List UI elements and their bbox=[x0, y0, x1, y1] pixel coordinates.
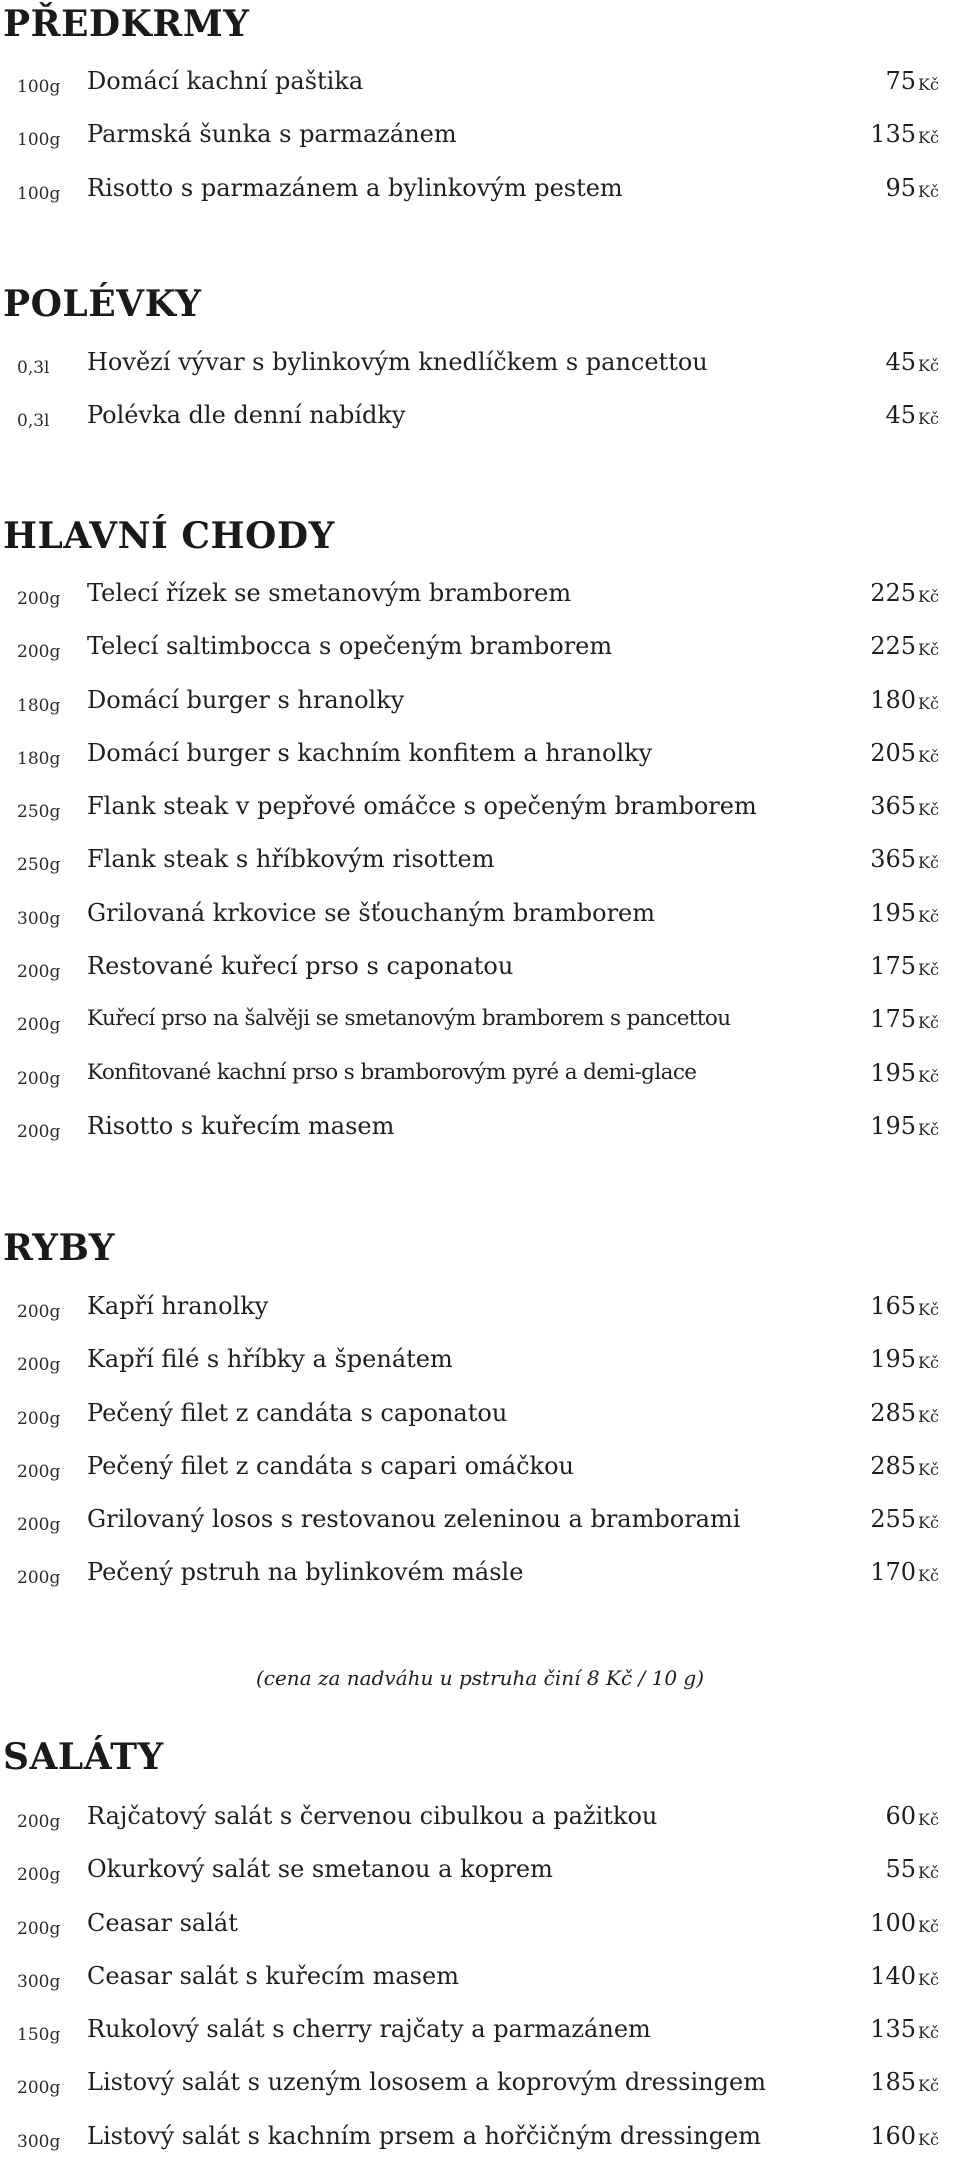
item-price: 180 bbox=[870, 685, 916, 714]
menu-item bbox=[0, 994, 960, 1047]
item-name: Pečený filet z candáta s capari omáčkou bbox=[87, 1451, 575, 1480]
item-currency: Kč bbox=[918, 800, 939, 820]
item-currency: Kč bbox=[918, 1459, 939, 1479]
item-weight: 300g bbox=[17, 908, 61, 929]
menu-item bbox=[0, 2004, 960, 2057]
item-currency: Kč bbox=[918, 356, 939, 375]
item-price: 140 bbox=[870, 1961, 916, 1990]
item-price: 175 bbox=[870, 1005, 916, 1034]
item-name: Flank steak s hříbkovým risottem bbox=[87, 845, 495, 874]
item-weight: 250g bbox=[17, 855, 61, 876]
item-currency: Kč bbox=[918, 128, 939, 148]
item-name: Domácí kachní paštika bbox=[87, 67, 364, 95]
item-name: Ceasar salát bbox=[87, 1908, 238, 1937]
item-currency: Kč bbox=[918, 587, 939, 606]
item-price: 135 bbox=[870, 2015, 916, 2044]
menu-item bbox=[0, 781, 960, 834]
menu-item bbox=[0, 621, 960, 674]
item-weight: 300g bbox=[17, 2131, 61, 2152]
menu-item bbox=[0, 390, 960, 443]
item-price: 160 bbox=[870, 2121, 916, 2150]
item-weight: 200g bbox=[17, 1355, 61, 1376]
item-name: Pečený pstruh na bylinkovém másle bbox=[87, 1558, 524, 1587]
menu-item bbox=[0, 1388, 960, 1441]
item-weight: 200g bbox=[17, 962, 61, 983]
item-weight: 200g bbox=[17, 1865, 61, 1886]
item-price: 45 bbox=[885, 401, 916, 430]
item-currency: Kč bbox=[918, 1300, 939, 1319]
item-currency: Kč bbox=[918, 960, 939, 980]
menu-item bbox=[0, 56, 960, 109]
section-title: SALÁTY bbox=[3, 1736, 164, 1778]
item-weight: 180g bbox=[17, 748, 61, 769]
menu-item bbox=[0, 163, 960, 216]
item-currency: Kč bbox=[918, 1406, 939, 1426]
menu-item bbox=[0, 888, 960, 941]
section-title: HLAVNÍ CHODY bbox=[3, 515, 335, 557]
item-currency: Kč bbox=[918, 1119, 939, 1139]
menu-list bbox=[0, 1791, 960, 2164]
item-weight: 200g bbox=[17, 1461, 61, 1482]
menu-item bbox=[0, 1334, 960, 1387]
item-currency: Kč bbox=[918, 1013, 939, 1033]
item-currency: Kč bbox=[918, 640, 939, 660]
item-name: Risotto s parmazánem a bylinkovým pestem bbox=[87, 173, 623, 202]
item-weight: 180g bbox=[17, 695, 61, 716]
item-name: Telecí řízek se smetanovým bramborem bbox=[87, 579, 572, 607]
menu-item bbox=[0, 1281, 960, 1334]
item-name: Hovězí vývar s bylinkovým knedlíčkem s pancettou bbox=[87, 348, 708, 376]
menu-item bbox=[0, 1441, 960, 1494]
item-weight: 200g bbox=[17, 1812, 61, 1832]
item-weight: 200g bbox=[17, 1121, 61, 1142]
menu-list bbox=[0, 56, 960, 216]
menu-item bbox=[0, 728, 960, 781]
menu-item bbox=[0, 1494, 960, 1547]
item-name: Domácí burger s kachním konfitem a hranolky bbox=[87, 738, 653, 767]
item-name: Kuřecí prso na šalvěji se smetanovým bramborem s pancettou bbox=[87, 1006, 731, 1032]
menu-item bbox=[0, 2057, 960, 2110]
item-name: Ceasar salát s kuřecím masem bbox=[87, 1961, 459, 1990]
item-name: Okurkový salát se smetanou a koprem bbox=[87, 1855, 553, 1884]
item-currency: Kč bbox=[918, 1566, 939, 1586]
item-name: Rukolový salát s cherry rajčaty a parmazánem bbox=[87, 2015, 651, 2044]
item-price: 205 bbox=[870, 738, 916, 767]
item-name: Flank steak v pepřové omáčce s opečeným bramborem bbox=[87, 792, 757, 821]
item-weight: 200g bbox=[17, 642, 61, 663]
item-name: Konfitované kachní prso s bramborovým pyré a demi-glace bbox=[87, 1059, 697, 1085]
item-currency: Kč bbox=[918, 746, 939, 766]
item-weight: 200g bbox=[17, 1918, 61, 1939]
item-weight: 100g bbox=[17, 77, 61, 97]
menu-item bbox=[0, 1101, 960, 1154]
item-currency: Kč bbox=[918, 2023, 939, 2043]
menu-item bbox=[0, 337, 960, 390]
item-name: Pečený filet z candáta s caponatou bbox=[87, 1398, 508, 1427]
item-name: Risotto s kuřecím masem bbox=[87, 1111, 395, 1140]
menu-item bbox=[0, 2111, 960, 2164]
menu-item bbox=[0, 941, 960, 994]
item-currency: Kč bbox=[918, 1066, 939, 1086]
menu-item bbox=[0, 568, 960, 621]
item-weight: 100g bbox=[17, 183, 61, 204]
item-price: 195 bbox=[870, 1111, 916, 1140]
item-price: 225 bbox=[870, 579, 916, 607]
item-name: Telecí saltimbocca s opečeným bramborem bbox=[87, 632, 613, 661]
item-currency: Kč bbox=[918, 1969, 939, 1989]
item-price: 225 bbox=[870, 632, 916, 661]
item-price: 195 bbox=[870, 1058, 916, 1087]
item-currency: Kč bbox=[918, 409, 939, 429]
item-name: Domácí burger s hranolky bbox=[87, 685, 405, 714]
menu-item bbox=[0, 1898, 960, 1951]
item-price: 170 bbox=[870, 1558, 916, 1587]
item-name: Restované kuřecí prso s caponatou bbox=[87, 952, 514, 981]
item-weight: 150g bbox=[17, 2025, 61, 2046]
item-weight: 0,3l bbox=[17, 411, 50, 432]
item-weight: 250g bbox=[17, 802, 61, 823]
item-currency: Kč bbox=[918, 853, 939, 873]
menu-item bbox=[0, 1547, 960, 1600]
item-price: 285 bbox=[870, 1398, 916, 1427]
item-currency: Kč bbox=[918, 1810, 939, 1829]
item-price: 60 bbox=[885, 1802, 916, 1830]
item-weight: 200g bbox=[17, 1568, 61, 1589]
menu-item bbox=[0, 109, 960, 162]
item-price: 95 bbox=[885, 173, 916, 202]
section-title: POLÉVKY bbox=[3, 283, 202, 325]
item-name: Listový salát s uzeným lososem a koprovým dressingem bbox=[87, 2068, 766, 2097]
item-price: 185 bbox=[870, 2068, 916, 2097]
item-price: 365 bbox=[870, 845, 916, 874]
menu-list bbox=[0, 568, 960, 1154]
item-currency: Kč bbox=[918, 75, 939, 94]
item-price: 365 bbox=[870, 792, 916, 821]
item-weight: 100g bbox=[17, 130, 61, 151]
item-name: Kapří hranolky bbox=[87, 1292, 269, 1320]
item-weight: 200g bbox=[17, 1015, 61, 1036]
item-weight: 200g bbox=[17, 589, 61, 609]
item-weight: 200g bbox=[17, 1068, 61, 1089]
item-currency: Kč bbox=[918, 181, 939, 201]
item-currency: Kč bbox=[918, 1513, 939, 1533]
item-price: 195 bbox=[870, 1345, 916, 1374]
item-name: Grilovaná krkovice se šťouchaným bramborem bbox=[87, 898, 655, 927]
item-price: 45 bbox=[885, 348, 916, 376]
menu-item bbox=[0, 1048, 960, 1101]
item-price: 100 bbox=[870, 1908, 916, 1937]
item-weight: 200g bbox=[17, 1515, 61, 1536]
item-name: Kapří filé s hříbky a špenátem bbox=[87, 1345, 453, 1374]
section-title: PŘEDKRMY bbox=[3, 3, 250, 45]
item-weight: 200g bbox=[17, 2078, 61, 2099]
menu-item bbox=[0, 1951, 960, 2004]
item-price: 285 bbox=[870, 1451, 916, 1480]
item-name: Listový salát s kachním prsem a hořčičným dressingem bbox=[87, 2121, 762, 2150]
item-currency: Kč bbox=[918, 693, 939, 713]
item-currency: Kč bbox=[918, 1353, 939, 1373]
item-price: 135 bbox=[870, 120, 916, 149]
item-name: Grilovaný losos s restovanou zeleninou a bramborami bbox=[87, 1505, 741, 1534]
menu-list bbox=[0, 1281, 960, 1601]
trout-price-note: (cena za nadváhu u pstruha činí 8 Kč / 10 g) bbox=[255, 1666, 705, 1690]
menu-item bbox=[0, 1844, 960, 1897]
section-title: RYBY bbox=[3, 1227, 116, 1269]
item-currency: Kč bbox=[918, 1916, 939, 1936]
item-weight: 200g bbox=[17, 1408, 61, 1429]
item-price: 165 bbox=[870, 1292, 916, 1320]
item-price: 75 bbox=[885, 67, 916, 95]
item-weight: 0,3l bbox=[17, 358, 50, 378]
item-price: 255 bbox=[870, 1505, 916, 1534]
item-currency: Kč bbox=[918, 906, 939, 926]
item-price: 175 bbox=[870, 952, 916, 981]
menu-item bbox=[0, 834, 960, 887]
menu-list bbox=[0, 337, 960, 444]
menu-item bbox=[0, 675, 960, 728]
item-name: Polévka dle denní nabídky bbox=[87, 401, 406, 430]
item-weight: 300g bbox=[17, 1971, 61, 1992]
menu-item bbox=[0, 1791, 960, 1844]
item-currency: Kč bbox=[918, 2129, 939, 2149]
item-currency: Kč bbox=[918, 2076, 939, 2096]
item-price: 55 bbox=[885, 1855, 916, 1884]
item-price: 195 bbox=[870, 898, 916, 927]
item-currency: Kč bbox=[918, 1863, 939, 1883]
item-name: Rajčatový salát s červenou cibulkou a pažitkou bbox=[87, 1802, 658, 1830]
item-name: Parmská šunka s parmazánem bbox=[87, 120, 457, 149]
item-weight: 200g bbox=[17, 1302, 61, 1322]
